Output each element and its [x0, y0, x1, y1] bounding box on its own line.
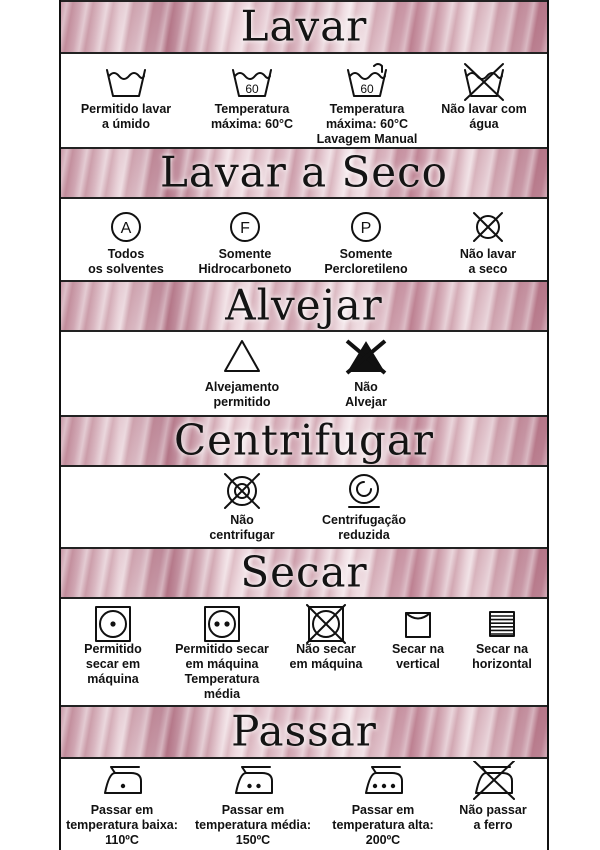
symbol-label: Secar na horizontal [472, 642, 532, 671]
care-symbol [177, 467, 307, 547]
triangle-icon [219, 337, 265, 377]
iron-one-dot-icon [99, 761, 145, 801]
section-title: Lavar a Seco [160, 147, 448, 197]
symbol-label: Passar em temperatura alta: 200ºC [332, 803, 434, 847]
section-header [61, 0, 547, 54]
care-symbol [437, 599, 567, 705]
symbol-label: Centrifugação reduzida [321, 513, 407, 542]
circle-letter-icon [103, 207, 149, 247]
symbol-label: Permitido lavar a úmido [80, 102, 172, 131]
symbol-row [61, 54, 547, 147]
care-symbol [428, 759, 558, 850]
care-symbol [177, 332, 307, 415]
section-header [61, 280, 547, 332]
circle-crossed-icon [465, 207, 511, 247]
symbol-label: Temperatura máxima: 60°C [210, 102, 294, 131]
symbol-label: Não lavar a seco [459, 247, 517, 276]
line-dry-icon [395, 604, 441, 644]
section-title: Centrifugar [173, 415, 435, 465]
flat-dry-icon [479, 604, 525, 644]
tumble-dry-two-dots-icon [199, 604, 245, 644]
washtub-60-icon [229, 62, 275, 102]
section-header [61, 415, 547, 467]
symbol-label: Não Alvejar [345, 380, 387, 409]
symbol-row [61, 467, 547, 547]
care-symbol [57, 759, 187, 850]
circle-letter-icon [343, 207, 389, 247]
iron-crossed-icon [470, 761, 516, 801]
care-symbol [180, 199, 310, 280]
symbol-label: Passar em temperatura média: 150ºC [194, 803, 311, 847]
tumble-dry-one-dot-icon [90, 604, 136, 644]
section-title: Alvejar [225, 280, 383, 330]
symbol-label: Não lavar com água [441, 102, 527, 131]
symbol-label: Somente Percloretileno [324, 247, 408, 276]
section-title: Lavar [240, 1, 368, 51]
tumble-dry-crossed-icon [303, 604, 349, 644]
washtub-icon [103, 62, 149, 102]
care-symbol [61, 54, 191, 147]
care-symbol [419, 54, 549, 147]
care-symbol [301, 332, 431, 415]
section-header [61, 705, 547, 759]
care-symbol [423, 199, 553, 280]
iron-two-dots-icon [230, 761, 276, 801]
triangle-crossed-icon [343, 337, 389, 377]
washtub-60-hand-icon [344, 62, 390, 102]
svg-text:A: A [120, 220, 132, 237]
tumble-crossed-icon [219, 471, 265, 511]
symbol-label: Não passar a ferro [459, 803, 527, 832]
symbol-label: Não secar em máquina [289, 642, 363, 671]
spin-reduced-icon [341, 471, 387, 511]
symbol-label: Somente Hidrocarboneto [198, 247, 292, 276]
care-symbol [301, 199, 431, 280]
svg-text:F: F [240, 220, 250, 237]
care-symbol [61, 199, 191, 280]
care-symbol [299, 467, 429, 547]
symbol-label: Permitido secar em máquina Temperatura média [175, 642, 269, 701]
section-header [61, 547, 547, 599]
svg-text:P: P [360, 220, 372, 237]
svg-text:60: 60 [360, 82, 374, 96]
iron-three-dots-icon [360, 761, 406, 801]
symbol-label: Alvejamento permitido [204, 380, 280, 409]
care-symbol [187, 54, 317, 147]
care-symbol [302, 54, 432, 147]
symbol-label: Passar em temperatura baixa: 110ºC [66, 803, 178, 847]
svg-text:60: 60 [245, 82, 259, 96]
washtub-crossed-icon [461, 62, 507, 102]
symbol-row [61, 199, 547, 280]
section-header [61, 147, 547, 199]
symbol-label: Temperatura máxima: 60°C Lavagem Manual [316, 102, 418, 146]
section-title: Passar [231, 706, 377, 756]
symbol-label: Secar na vertical [391, 642, 445, 671]
symbol-row [61, 759, 547, 850]
care-symbol [188, 759, 318, 850]
symbol-row [61, 332, 547, 415]
symbol-row [61, 599, 547, 705]
symbol-label: Não centrifugar [209, 513, 275, 542]
section-title: Secar [240, 547, 368, 597]
circle-letter-icon [222, 207, 268, 247]
symbol-label: Todos os solventes [88, 247, 164, 276]
symbol-label: Permitido secar em máquina [84, 642, 142, 686]
